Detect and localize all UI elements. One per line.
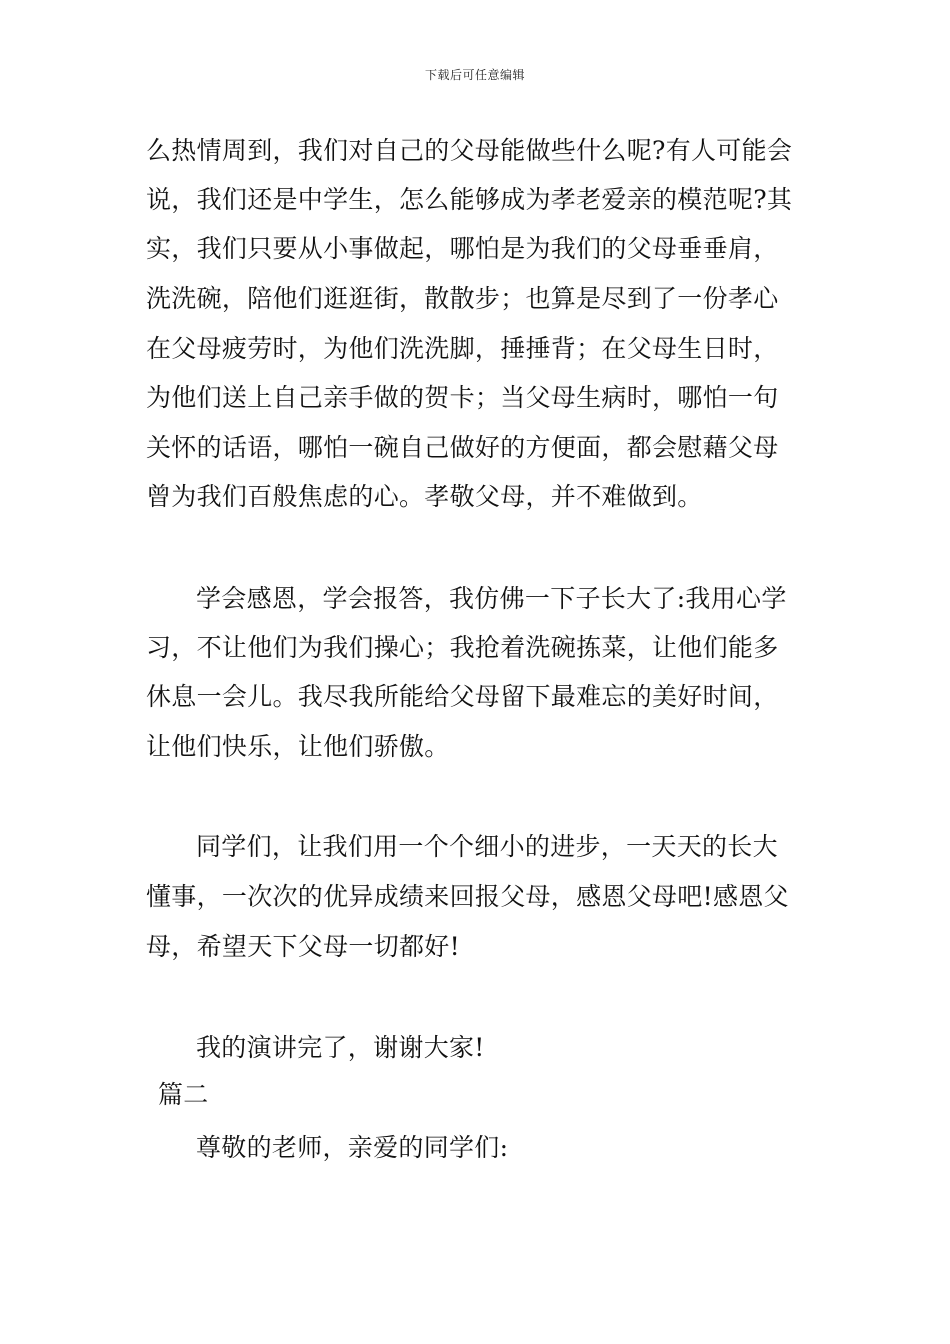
paragraph-3-line-2: 懂事，一次次的优异成绩来回报父母，感恩父母吧!感恩父	[146, 882, 789, 911]
paragraph-1-line-4: 洗洗碗，陪他们逛逛街，散散步；也算是尽到了一份孝心	[146, 284, 779, 313]
paragraph-1-line-1: 么热情周到，我们对自己的父母能做些什么呢?有人可能会	[146, 136, 793, 165]
paragraph-3-line-1: 同学们，让我们用一个个细小的进步，一天天的长大	[196, 832, 778, 861]
paragraph-3-line-3: 母，希望天下父母一切都好!	[146, 932, 460, 961]
closing-line: 我的演讲完了，谢谢大家!	[196, 1033, 485, 1062]
section-label: 篇二	[158, 1080, 209, 1109]
greeting-line: 尊敬的老师，亲爱的同学们:	[196, 1133, 509, 1162]
paragraph-1-line-6: 为他们送上自己亲手做的贺卡；当父母生病时，哪怕一句	[146, 383, 779, 412]
paragraph-2-line-3: 休息一会儿。我尽我所能给父母留下最难忘的美好时间，	[146, 682, 779, 711]
paragraph-2-line-4: 让他们快乐，让他们骄傲。	[146, 732, 450, 761]
paragraph-1-line-3: 实，我们只要从小事做起，哪怕是为我们的父母垂垂肩，	[146, 234, 779, 263]
paragraph-1-line-8: 曾为我们百般焦虑的心。孝敬父母，并不难做到。	[146, 482, 703, 511]
paragraph-2-line-1: 学会感恩，学会报答，我仿佛一下子长大了:我用心学	[196, 584, 787, 613]
header-note: 下载后可任意编辑	[424, 68, 525, 82]
paragraph-1-line-5: 在父母疲劳时，为他们洗洗脚，捶捶背；在父母生日时，	[146, 334, 779, 363]
paragraph-2-line-2: 习，不让他们为我们操心；我抢着洗碗拣菜，让他们能多	[146, 633, 779, 662]
paragraph-1-line-2: 说，我们还是中学生，怎么能够成为孝老爱亲的模范呢?其	[146, 185, 793, 214]
paragraph-1-line-7: 关怀的话语，哪怕一碗自己做好的方便面，都会慰藉父母	[146, 433, 779, 462]
